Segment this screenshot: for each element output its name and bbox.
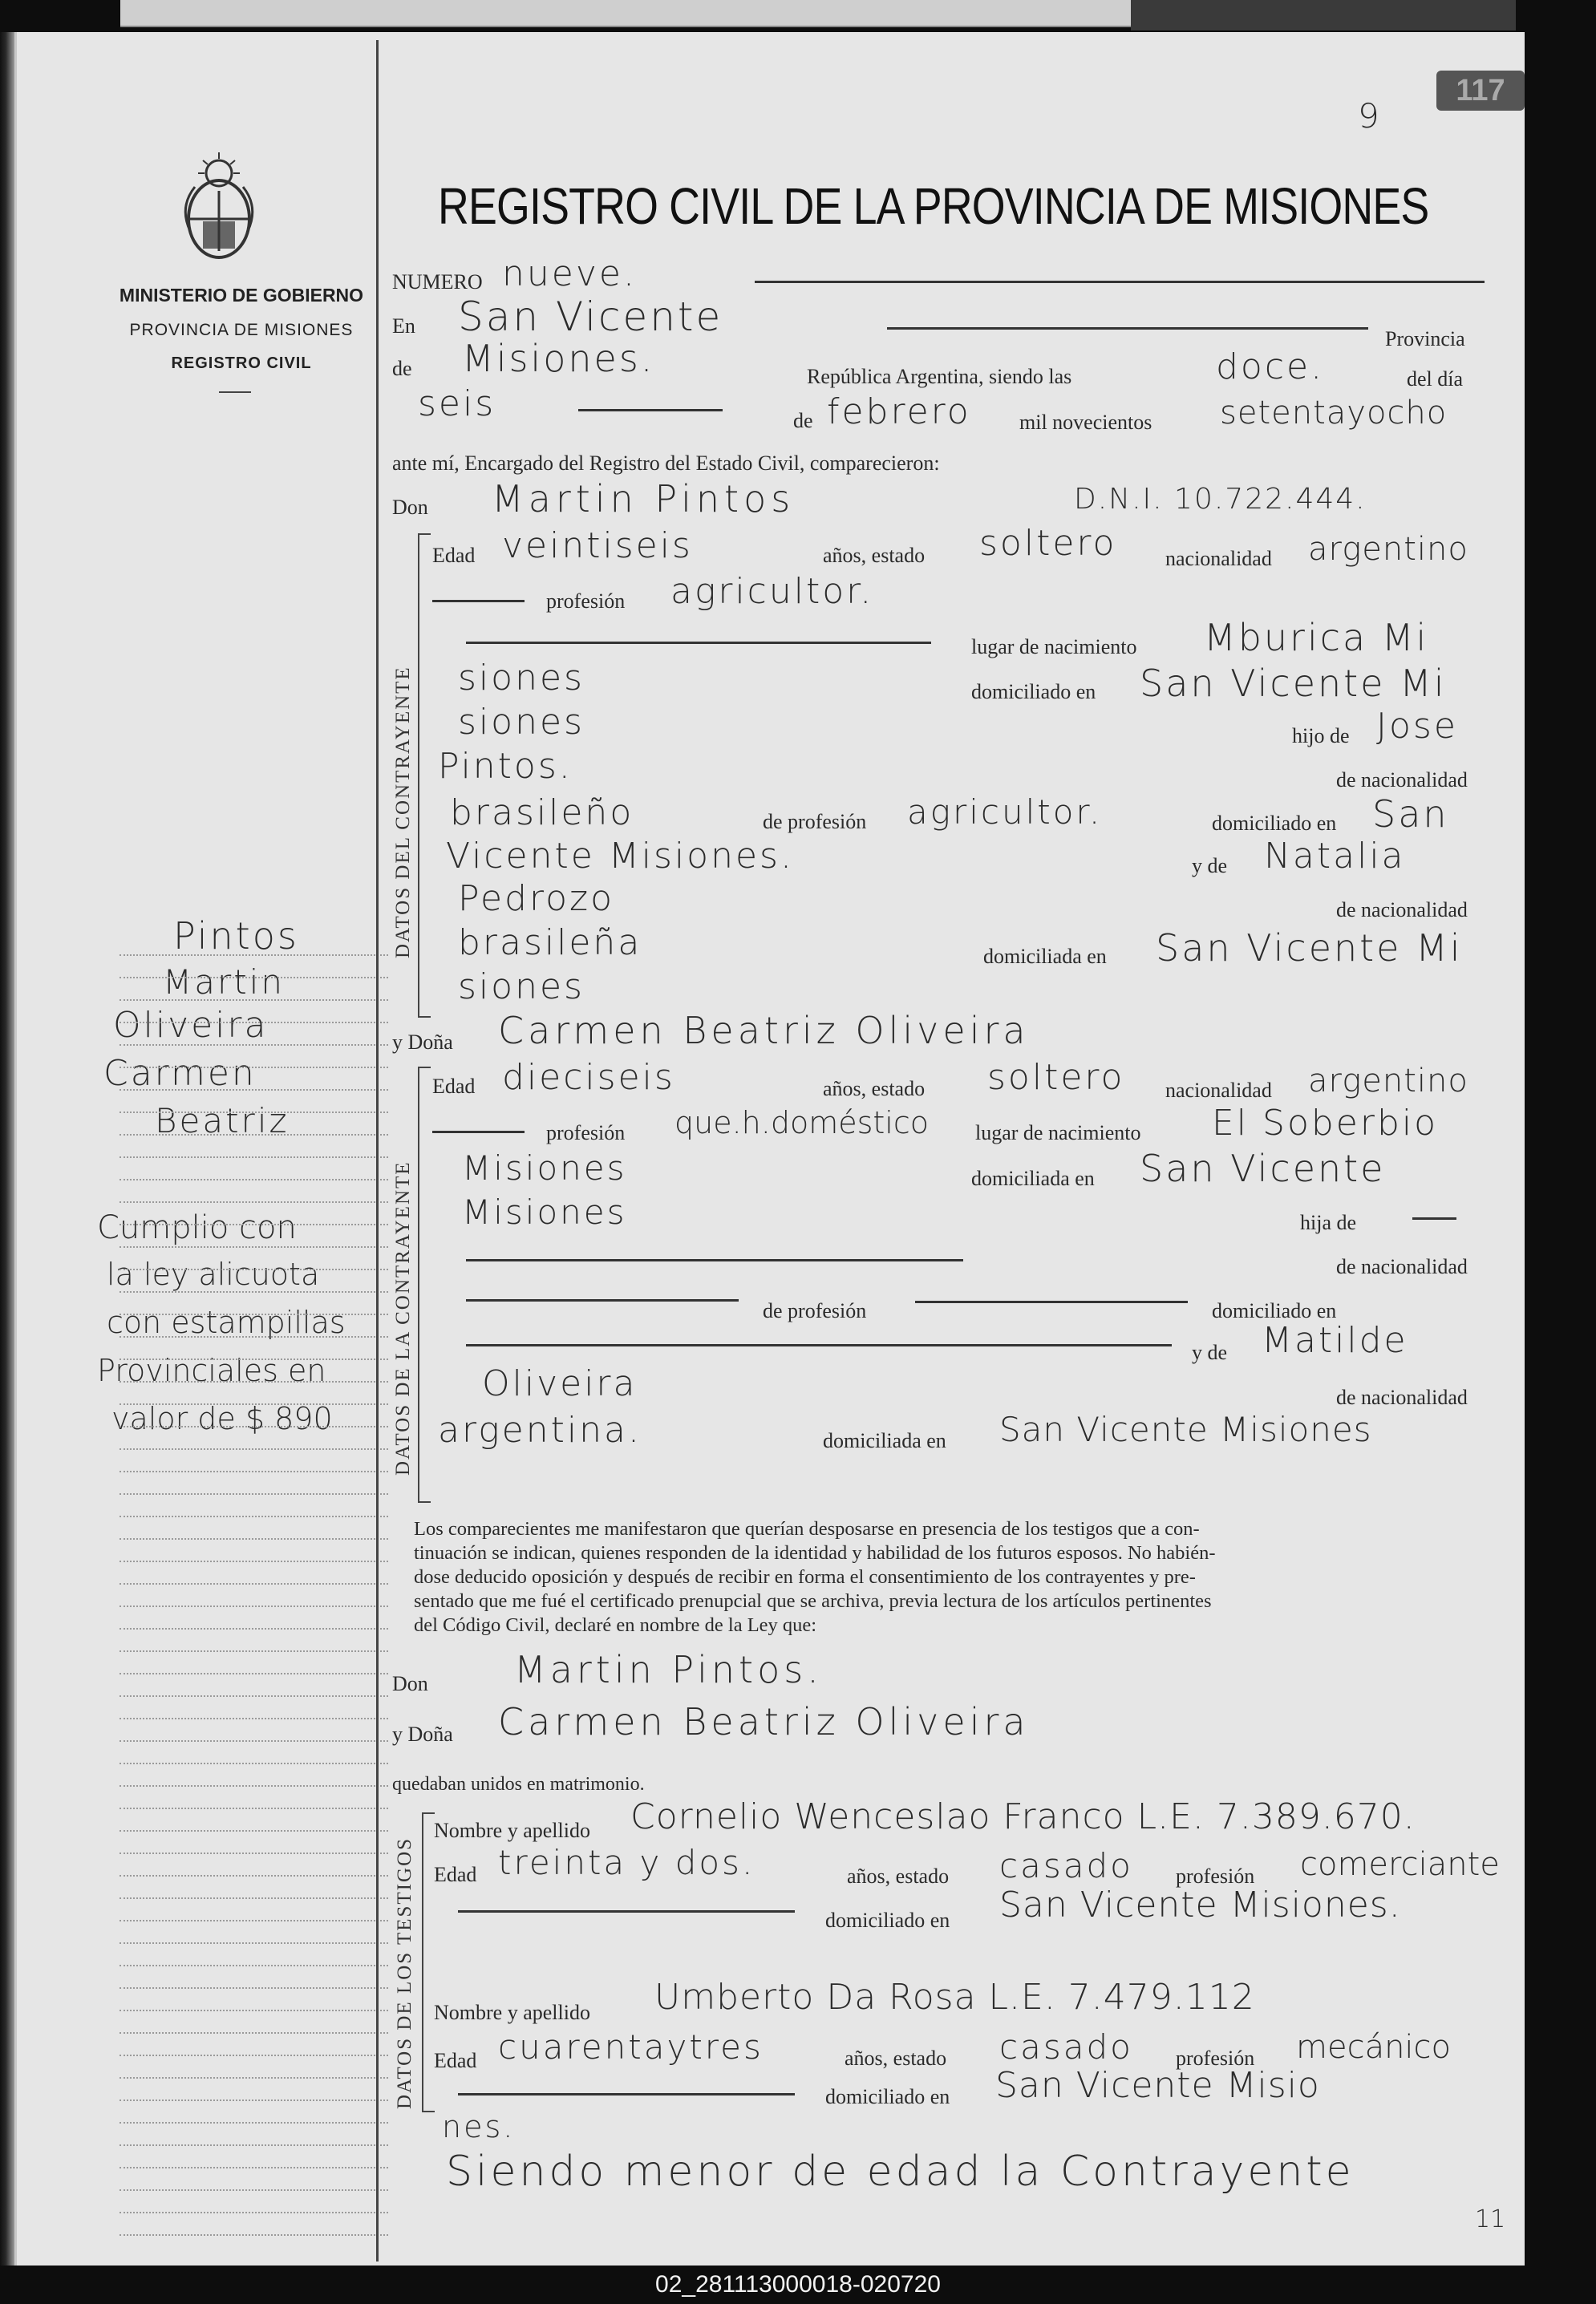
groom-padre: Jose [1376,706,1458,747]
padre-dom-label: domiciliado en [1212,812,1337,835]
groom-padre-dom: San [1372,792,1449,836]
ruled-line [119,2032,388,2035]
fill-line [466,1299,739,1302]
ruled-line [119,1740,388,1743]
file-id: 02_281113000018-020720 [655,2271,941,2298]
ruled-line [119,1628,388,1631]
fill-line [458,2093,795,2095]
decl-novia: Carmen Beatriz Oliveira [498,1700,1030,1743]
ruled-line [119,1763,388,1766]
ruled-line [119,1112,388,1115]
bride-bracket [418,1067,431,1503]
novia-nombre: Carmen Beatriz Oliveira [498,1009,1030,1052]
ministry-label: MINISTERIO DE GOBIERNO [119,285,364,306]
madre-nac-label: de nacionalidad [1336,898,1468,921]
ruled-line [119,1359,388,1362]
hija-label: hija de [1300,1211,1357,1234]
w2-profesion-label: profesión [1176,2047,1255,2070]
ruled-line [119,954,388,958]
ruled-line [119,2100,388,2103]
ruled-line [119,1448,388,1452]
margin-name: Carmen [103,1053,257,1094]
domicilio-label: domiciliado en [971,680,1096,703]
padre-prof-label: de profesión [763,1299,867,1322]
declaration-line: del Código Civil, declaré en nombre de la Ley que: [414,1614,817,1636]
witness-section-label: DATOS DE LOS TESTIGOS [394,1836,415,2109]
mil-label: mil novecientos [1019,411,1152,434]
numero-label: NUMERO [392,270,483,294]
book-spine [0,32,14,2266]
ruled-line [119,1314,388,1317]
ruled-line [119,2055,388,2058]
bride-section-label: DATOS DE LA CONTRAYENTE [392,1160,414,1476]
ruled-line [119,1920,388,1923]
w1-domicilio: San Vicente Misiones. [999,1885,1401,1925]
ruled-line [119,1606,388,1609]
witness-bracket [422,1812,435,2112]
padre-nac-label: de nacionalidad [1336,768,1468,792]
groom-padre-dom-cont: Vicente Misiones. [446,836,794,877]
anios-estado-label: años, estado [823,544,926,567]
ruled-line [119,1471,388,1474]
ruled-line [119,1426,388,1429]
declaration-line: tinuación se indican, quienes responden de la identidad y habilidad de los futuros esposos. No habién- [414,1542,1216,1564]
hijo-label: hijo de [1292,724,1350,747]
anio-value: setentayocho [1220,395,1448,431]
ruled-line [119,1561,388,1564]
republica-text: República Argentina, siendo las [807,365,1072,388]
bride-estado: soltero [987,1057,1125,1098]
fill-line [432,600,525,602]
page-number: 9 [1358,96,1379,136]
hora-value: doce. [1216,346,1325,387]
bride-madre-dom: San Vicente Misiones [999,1410,1372,1449]
groom-padre-cont: Pintos. [438,746,573,787]
nacionalidad-label: nacionalidad [1165,1079,1272,1102]
w1-edad-label: Edad [434,1863,477,1886]
fill-line [466,1344,1172,1346]
decl-novio: Martin Pintos. [514,1648,823,1691]
ruled-line [119,1269,388,1272]
y-dona-label: y Doña [392,1723,453,1746]
novio-dni: D.N.I. 10.722.444. [1074,483,1367,516]
fill-line [466,642,931,644]
bride-lugar: El Soberbio [1212,1103,1439,1144]
w2-nombre: Umberto Da Rosa L.E. 7.479.112 [654,1977,1255,2018]
lugar-label: lugar de nacimiento [975,1121,1141,1144]
ruled-line [119,2189,388,2193]
ruled-line [119,1201,388,1205]
del-dia-label: del día [1407,367,1464,391]
ruled-line [119,1718,388,1721]
w2-domicilio-cont: nes. [442,2109,516,2144]
en-label: En [392,314,415,338]
edad-label: Edad [432,544,476,567]
ruled-line [119,1336,388,1339]
fill-line [887,327,1368,330]
margin-name: Pintos [173,914,299,958]
observation-note: Siendo menor de edad la Contrayente [446,2148,1355,2196]
ruled-line [119,1246,388,1249]
bride-domicilio-cont: Misiones [462,1192,627,1232]
w1-profesion: comerciante [1300,1846,1500,1883]
provincia-label: Provincia [1385,327,1465,350]
bride-nacionalidad: argentino [1308,1063,1468,1099]
folio-stamp: 117 [1436,71,1525,111]
madre-dom-label: domiciliada en [983,945,1107,968]
de-mes-label: de [793,409,813,432]
margin-note: con estampillas [107,1305,346,1340]
y-de-label: y de [1192,854,1228,877]
margin-note: la ley alicuota [107,1257,320,1292]
ruled-line [119,1089,388,1092]
ruled-line [119,1853,388,1856]
unidos-text: quedaban unidos en matrimonio. [392,1774,645,1795]
fill-line [432,1131,525,1133]
numero-value: nueve. [502,253,637,294]
y-de-label: y de [1192,1341,1228,1364]
w2-domicilio-label: domiciliado en [825,2085,950,2108]
bride-domicilio: San Vicente [1140,1147,1386,1190]
groom-section-label: DATOS DEL CONTRAYENTE [392,666,414,958]
fill-line [1412,1217,1456,1220]
margin-note: valor de $ 890 [111,1401,333,1436]
w2-edad: cuarentaytres [498,2027,764,2067]
groom-madre-dom-cont: siones [458,966,585,1007]
ruled-line [119,1695,388,1699]
domicilio-label: domiciliada en [971,1167,1095,1190]
ruled-line [119,1067,388,1070]
provincia-value: Misiones. [462,337,655,380]
ruled-line [119,1179,388,1182]
w1-domicilio-label: domiciliado en [825,1909,950,1932]
madre-dom-label: domiciliada en [823,1429,946,1452]
groom-estado: soltero [979,523,1117,564]
divider [219,391,251,393]
groom-lugar-cont: siones [458,658,585,698]
ruled-line [119,1381,388,1384]
w1-profesion-label: profesión [1176,1865,1255,1888]
bride-madre-nac: argentina. [438,1410,642,1451]
declaration-text [414,1517,1513,1638]
w2-nombre-label: Nombre y apellido [434,2001,590,2024]
groom-bracket [418,533,431,1018]
edad-label: Edad [432,1075,476,1098]
ruled-line [119,1403,388,1407]
ciudad-value: San Vicente [458,294,723,340]
ruled-line [119,1673,388,1676]
ruled-line [119,2122,388,2125]
lugar-label: lugar de nacimiento [971,635,1137,658]
padre-prof-label: de profesión [763,810,867,833]
ruled-line [119,1538,388,1541]
declaration-line: Los comparecientes me manifestaron que querían desposarse en presencia de los testigos que a con- [414,1518,1200,1540]
coat-of-arms-icon [171,143,267,271]
margin-note: Cumplio con [97,1209,297,1246]
ruled-line [119,1134,388,1137]
ruled-line [119,2077,388,2080]
ruled-line [119,2212,388,2215]
margin-name: Beatriz [155,1101,290,1140]
groom-nacionalidad: argentino [1308,531,1468,568]
ruled-line [119,2144,388,2148]
fill-line [466,1259,963,1261]
groom-madre: Natalia [1264,836,1406,877]
ruled-line [119,1650,388,1654]
don-label: Don [392,496,428,519]
declaration-line: sentado que me fué el certificado prenupcial que se archiva, previa lectura de los artículos pertinentes [414,1590,1212,1612]
fill-line [578,409,723,411]
groom-domicilio: San Vicente Mi [1140,662,1447,705]
groom-padre-nac: brasileño [450,792,634,833]
w2-edad-label: Edad [434,2049,477,2072]
w2-anios-estado-label: años, estado [845,2047,947,2070]
ruled-line [119,1965,388,1968]
ruled-line [119,1044,388,1047]
w2-estado: casado [999,2027,1133,2067]
previous-page-edge-dark [1131,0,1516,30]
fill-line [458,1910,795,1913]
ruled-line [119,2234,388,2237]
previous-page-edge [120,0,1131,27]
file-id-bar [0,2266,1596,2304]
margin-name: Oliveira [113,1005,269,1046]
declaration-line: dose deducido oposición y después de recibir en forma el consentimiento de los contrayentes y pre- [414,1566,1196,1588]
ruled-line [119,1516,388,1519]
bride-madre: Matilde [1262,1320,1408,1361]
bride-profesion: que.h.doméstico [674,1105,929,1140]
margin-name: Martin [163,962,285,1002]
ruled-line [119,1583,388,1586]
w1-nombre-label: Nombre y apellido [434,1819,590,1842]
groom-edad: veintiseis [502,525,693,566]
mes-value: febrero [827,391,971,432]
ruled-line [119,1897,388,1901]
novio-nombre: Martin Pintos [492,477,796,520]
ruled-line [119,1022,388,1025]
margin-note: Provinciales en [97,1353,326,1388]
w1-edad: treinta y dos. [498,1843,755,1882]
registry-label: REGISTRO CIVIL [171,354,312,372]
de-label: de [392,357,412,380]
groom-domicilio-cont: siones [458,702,585,743]
profesion-label: profesión [546,589,626,613]
anios-estado-label: años, estado [823,1077,926,1100]
madre-nac-label: de nacionalidad [1336,1386,1468,1409]
ruled-line [119,1987,388,1990]
ruled-line [119,2010,388,2013]
w2-profesion: mecánico [1296,2029,1452,2066]
groom-padre-prof: agricultor. [907,792,1103,832]
groom-profesion: agricultor. [670,571,874,612]
margin-separator [376,40,379,2261]
bride-lugar-cont: Misiones [462,1148,627,1188]
ruled-line [119,1808,388,1811]
province-label: PROVINCIA DE MISIONES [129,321,354,339]
ruled-line [119,1224,388,1227]
don-label: Don [392,1672,428,1695]
w2-domicilio: San Vicente Misio [995,2065,1320,2106]
page-title: REGISTRO CIVIL DE LA PROVINCIA DE MISIONES [438,177,1429,235]
ruled-line [119,1156,388,1160]
groom-madre-dom: San Vicente Mi [1156,926,1463,970]
ante-text: ante mí, Encargado del Registro del Estado Civil, comparecieron: [392,451,940,475]
y-dona-label: y Doña [392,1031,453,1054]
ruled-line [119,1875,388,1878]
ruled-line [119,1942,388,1946]
ruled-line [119,2167,388,2170]
register-page [14,32,1525,2266]
groom-lugar: Mburica Mi [1204,616,1429,659]
groom-madre-nac: brasileña [458,922,642,963]
groom-madre-cont: Pedrozo [458,878,615,919]
ruled-line [119,1785,388,1788]
bride-edad: dieciseis [502,1057,675,1098]
ruled-line [119,1493,388,1496]
profesion-label: profesión [546,1121,626,1144]
w1-anios-estado-label: años, estado [847,1865,950,1888]
padre-dom-label: domiciliado en [1212,1299,1337,1322]
nacionalidad-label: nacionalidad [1165,547,1272,570]
padre-nac-label: de nacionalidad [1336,1255,1468,1278]
ruled-line [119,999,388,1002]
ruled-line [119,1291,388,1294]
fill-line [915,1301,1188,1303]
fill-line [755,281,1485,283]
w1-estado: casado [999,1846,1133,1885]
ruled-line [119,977,388,980]
corner-mark: 11 [1475,2205,1506,2233]
dia-value: seis [418,383,496,424]
w1-nombre: Cornelio Wenceslao Franco L.E. 7.389.670. [630,1796,1416,1837]
ruled-line [119,1830,388,1833]
bride-madre-cont: Oliveira [482,1363,638,1404]
